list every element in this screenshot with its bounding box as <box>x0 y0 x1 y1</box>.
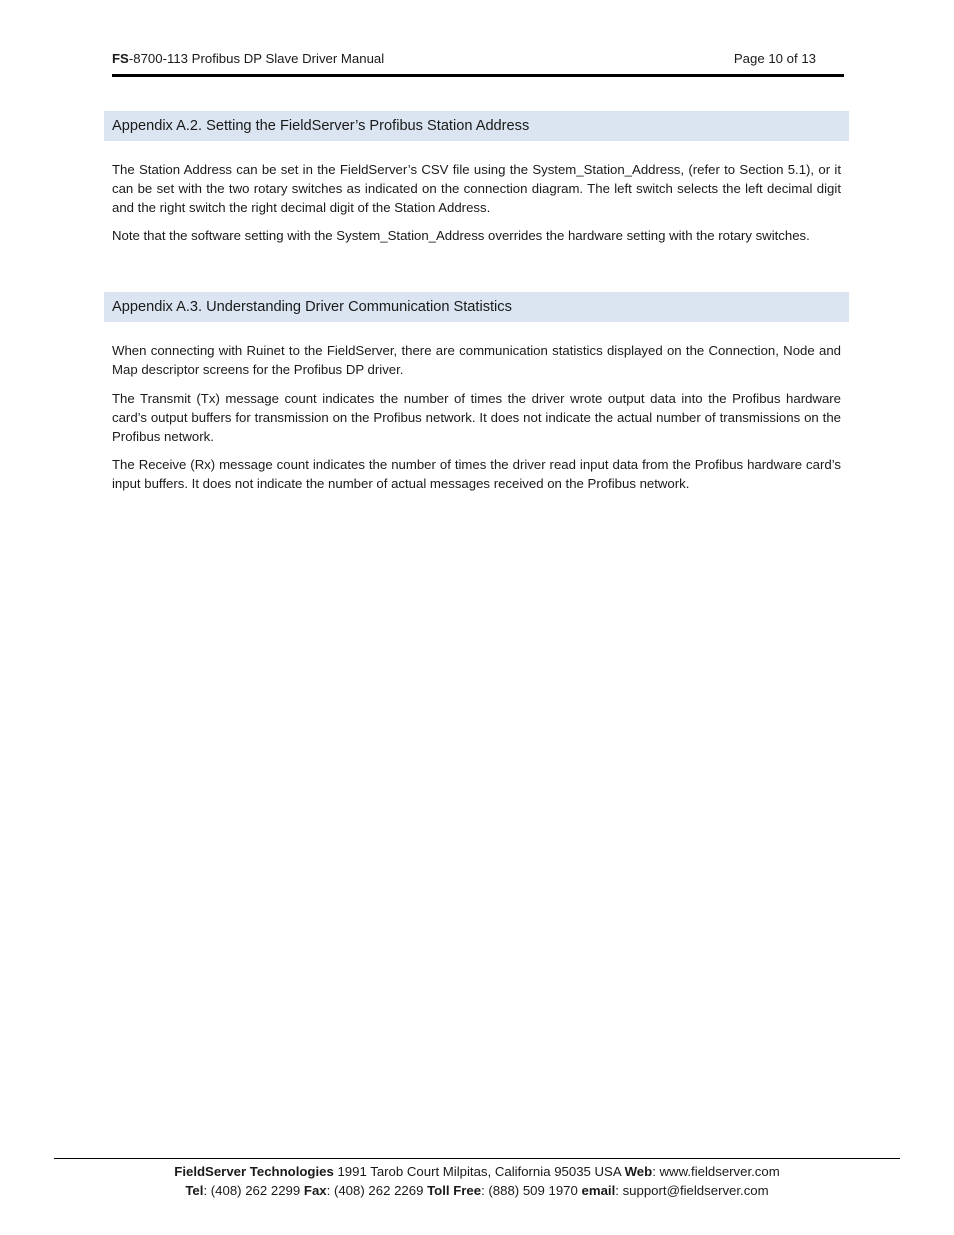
paragraph: The Receive (Rx) message count indicates the number of times the driver read input data from the Profibus hardware card’s input buffers. It does not indicate the number of actual messages received on the Profibus network. <box>112 457 841 491</box>
footer-email-link[interactable]: : support@fieldserver.com <box>615 1183 769 1198</box>
document-title <box>112 51 384 66</box>
footer-address: 1991 Tarob Court Milpitas, California 95035 USA <box>333 1164 625 1179</box>
page-number: Page 10 of 13 <box>733 51 816 66</box>
footer-fax-label: Fax <box>303 1183 327 1198</box>
footer-fax: : (408) 262 2269 <box>326 1183 428 1198</box>
footer-contact-line <box>54 1181 900 1200</box>
footer-company: FieldServer Technologies <box>174 1164 334 1179</box>
paragraph: The Transmit (Tx) message count indicates the number of times the driver wrote output data into the Profibus hardware card’s output buffers for transmission on the Profibus network. It does not indicate the actual number of transmissions on the Profibus network. <box>112 391 841 444</box>
paragraph: When connecting with Ruinet to the FieldServer, there are communication statistics displayed on the Connection, Node and Map descriptor screens for the Profibus DP driver. <box>112 343 841 377</box>
document-prefix: FS <box>112 51 129 66</box>
page-header <box>112 50 844 77</box>
section-heading-a3: Appendix A.3. Understanding Driver Communication Statistics <box>104 292 849 322</box>
footer-tollfree: : (888) 509 1970 <box>481 1183 582 1198</box>
document-title-text: -8700-113 Profibus DP Slave Driver Manual <box>128 51 385 66</box>
footer-web-label: Web <box>624 1164 653 1179</box>
footer-tollfree-label: Toll Free <box>427 1183 482 1198</box>
paragraph: The Station Address can be set in the FieldServer’s CSV file using the System_Station_Address, (refer to Section 5.1), or it can be set with the two rotary switches as indicated on the connection diagram. The left switch selects the left decimal digit and the right switch the right decimal digit of the Station Address. <box>112 162 841 215</box>
footer-email-label: email <box>581 1183 616 1198</box>
footer-web-link[interactable]: : www.fieldserver.com <box>652 1164 780 1179</box>
footer-address-line <box>54 1162 900 1181</box>
paragraph: Note that the software setting with the System_Station_Address overrides the hardware setting with the rotary switches. <box>112 228 810 243</box>
section-heading-a2: Appendix A.2. Setting the FieldServer’s Profibus Station Address <box>104 111 849 141</box>
footer-divider <box>54 1158 900 1159</box>
footer-tel-label: Tel <box>185 1183 204 1198</box>
footer-tel: : (408) 262 2299 <box>203 1183 304 1198</box>
